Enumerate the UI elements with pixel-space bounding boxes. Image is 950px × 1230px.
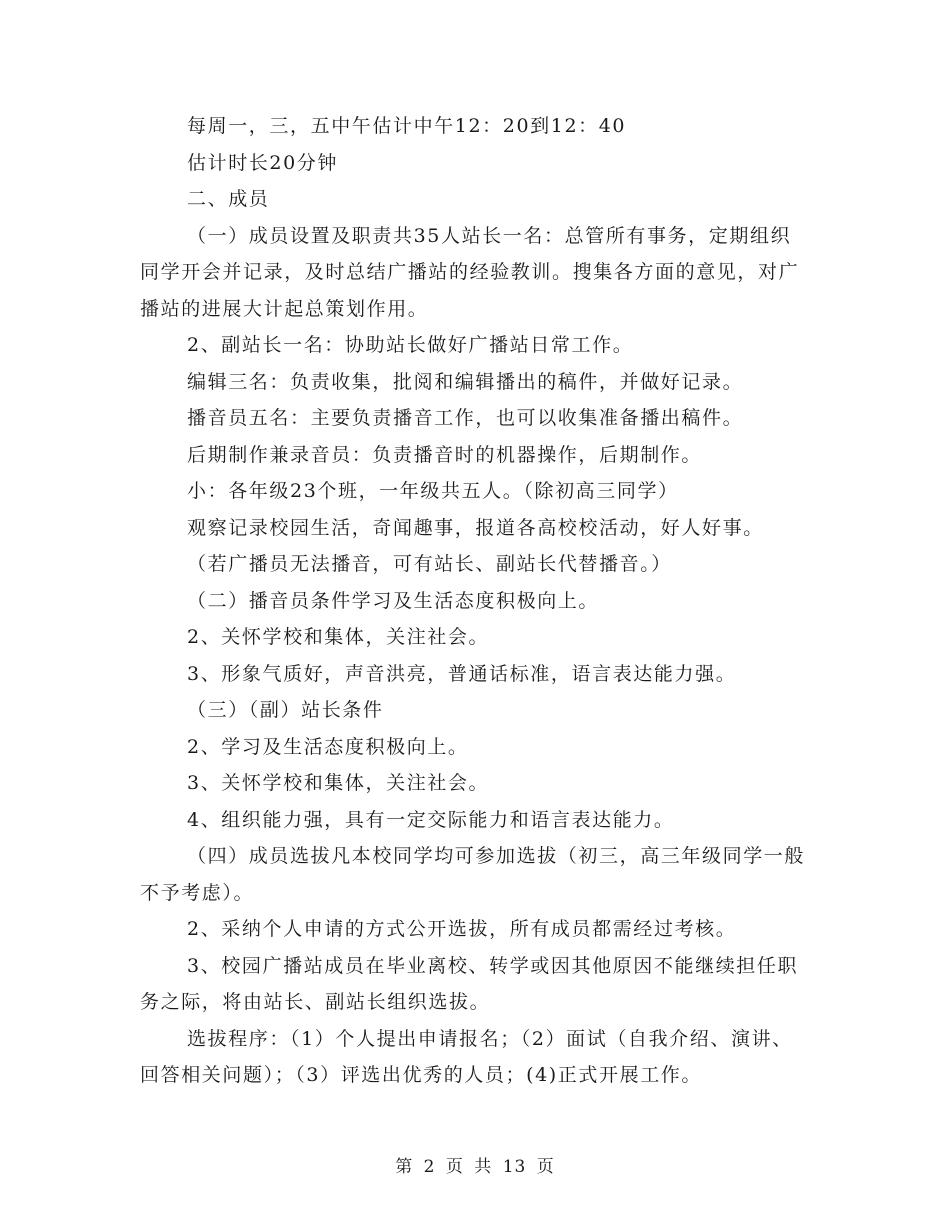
paragraph-substitute-note: （若广播员无法播音，可有站长、副站长代替播音。） [187,553,672,575]
paragraph-selection-2: 2、采纳个人申请的方式公开选拔，所有成员都需经过考核。 [187,918,737,940]
section-heading-members: 二、成员 [187,188,270,210]
paragraph-announcers: 播音员五名：主要负责播音工作，也可以收集准备播出稿件。 [187,407,744,429]
paragraph-post-production: 后期制作兼录音员：负责播音时的机器操作，后期制作。 [187,443,703,466]
paragraph-deputy-head: 2、副站长一名：协助站长做好广播站日常工作。 [187,334,634,356]
paragraph-station-head: （一）成员设置及职责共35人站长一名：总管所有事务，定期组织同学开会并记录，及时总结广播站的经验教训。搜集各方面的意见，对广播站的进展大计起总策划作用。 [140,224,800,320]
paragraph-class-reporters: 小：各年级23个班，一年级共五人。（除初高三同学） [187,480,679,502]
paragraph-announcer-condition-3: 3、形象气质好，声音洪亮，普通话标准，语言表达能力强。 [187,662,737,685]
paragraph-selection-3: 3、校园广播站成员在毕业离校、转学或因其他原因不能继续担任职务之际，将由站长、副站长组织选拔。 [140,954,799,1013]
paragraph-selection-procedure: 选拔程序：（1）个人提出申请报名；（2）面试（自我介绍、演讲、回答相关问题）；（3）评选出优秀的人员；(4)正式开展工作。 [140,1027,793,1086]
paragraph-reporter-duties: 观察记录校园生活，奇闻趣事，报道各高校校活动，好人好事。 [187,516,764,539]
schedule-line: 每周一，三，五中午估计中午12：20到12：40 [187,115,627,137]
paragraph-announcer-conditions: （二）播音员条件学习及生活态度积极向上。 [187,589,600,612]
paragraph-head-condition-4: 4、组织能力强，具有一定交际能力和语言表达能力。 [187,808,675,831]
paragraph-head-condition-2: 2、学习及生活态度积极向上。 [187,735,469,758]
paragraph-announcer-condition-2: 2、关怀学校和集体，关注社会。 [187,626,490,648]
document-body [140,108,810,1094]
duration-line: 估计时长20分钟 [187,151,338,174]
page-footer: 第 2 页 共 13 页 [395,1157,555,1177]
paragraph-editors: 编辑三名：负责收集，批阅和编辑播出的稿件，并做好记录。 [187,370,744,393]
paragraph-head-condition-3: 3、关怀学校和集体，关注社会。 [187,772,490,794]
paragraph-head-conditions: （三）（副）站长条件 [187,699,384,721]
paragraph-member-selection: （四）成员选拔凡本校同学均可参加选拔（初三，高三年级同学一般不予考虑）。 [140,845,806,904]
